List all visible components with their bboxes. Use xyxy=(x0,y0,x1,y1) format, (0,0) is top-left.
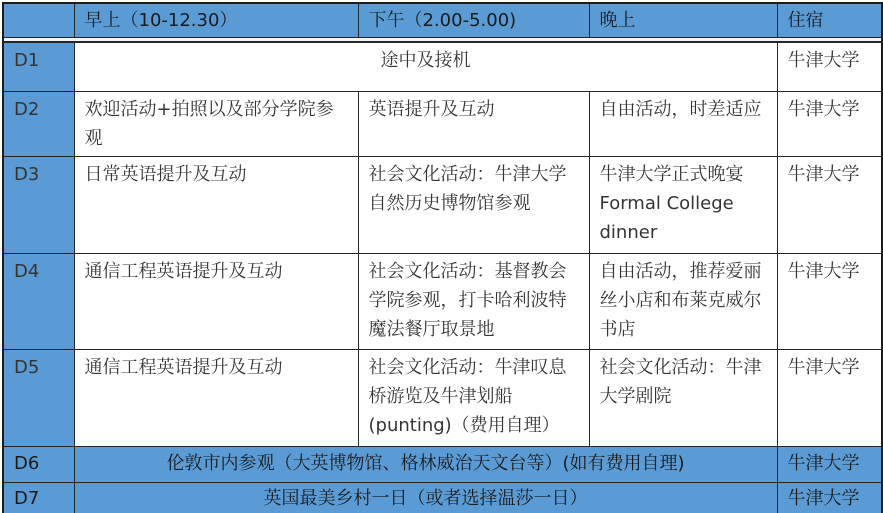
lodging-cell: 牛津大学 xyxy=(777,483,882,513)
merged-activity-cell: 伦敦市内参观（大英博物馆、格林威治天文台等）(如有费用自理) xyxy=(74,447,777,483)
evening-cell: 社会文化活动：牛津大学剧院 xyxy=(589,350,777,447)
table-row-d2 xyxy=(3,92,882,157)
day-label: D3 xyxy=(3,157,74,254)
header-morning-cell: 早上（10-12.30） xyxy=(74,3,358,38)
day-label: D5 xyxy=(3,350,74,447)
header-lodging-cell: 住宿 xyxy=(777,3,882,38)
header-evening-cell: 晚上 xyxy=(589,3,777,38)
lodging-cell: 牛津大学 xyxy=(777,157,882,254)
afternoon-cell: 社会文化活动：基督教会学院参观，打卡哈利波特魔法餐厅取景地 xyxy=(358,254,589,350)
header-day-cell xyxy=(3,3,74,38)
afternoon-cell: 社会文化活动：牛津大学自然历史博物馆参观 xyxy=(358,157,589,254)
merged-activity-cell: 途中及接机 xyxy=(74,42,777,92)
table-row-d1 xyxy=(3,42,882,92)
day-label: D1 xyxy=(3,42,74,92)
evening-cell: 自由活动，时差适应 xyxy=(589,92,777,157)
day-label: D4 xyxy=(3,254,74,350)
merged-activity-cell: 英国最美乡村一日（或者选择温莎一日） xyxy=(74,483,777,513)
table-row-d7 xyxy=(3,483,882,513)
header-afternoon-cell: 下午（2.00-5.00) xyxy=(358,3,589,38)
morning-cell: 通信工程英语提升及互动 xyxy=(74,254,358,350)
table-row-d4 xyxy=(3,254,882,350)
table-row-d3 xyxy=(3,157,882,254)
day-label: D7 xyxy=(3,483,74,513)
evening-cell: 牛津大学正式晚宴 Formal College dinner xyxy=(589,157,777,254)
lodging-cell: 牛津大学 xyxy=(777,92,882,157)
morning-cell: 欢迎活动+拍照以及部分学院参观 xyxy=(74,92,358,157)
lodging-cell: 牛津大学 xyxy=(777,254,882,350)
day-label: D2 xyxy=(3,92,74,157)
afternoon-cell: 社会文化活动：牛津叹息桥游览及牛津划船 (punting)（费用自理） xyxy=(358,350,589,447)
table-row-d6 xyxy=(3,447,882,483)
table-row-d5 xyxy=(3,350,882,447)
lodging-cell: 牛津大学 xyxy=(777,42,882,92)
morning-cell: 通信工程英语提升及互动 xyxy=(74,350,358,447)
day-label: D6 xyxy=(3,447,74,483)
lodging-cell: 牛津大学 xyxy=(777,350,882,447)
afternoon-cell: 英语提升及互动 xyxy=(358,92,589,157)
morning-cell: 日常英语提升及互动 xyxy=(74,157,358,254)
header-row xyxy=(3,3,882,38)
evening-cell: 自由活动，推荐爱丽丝小店和布莱克威尔书店 xyxy=(589,254,777,350)
itinerary-table xyxy=(2,2,883,513)
lodging-cell: 牛津大学 xyxy=(777,447,882,483)
